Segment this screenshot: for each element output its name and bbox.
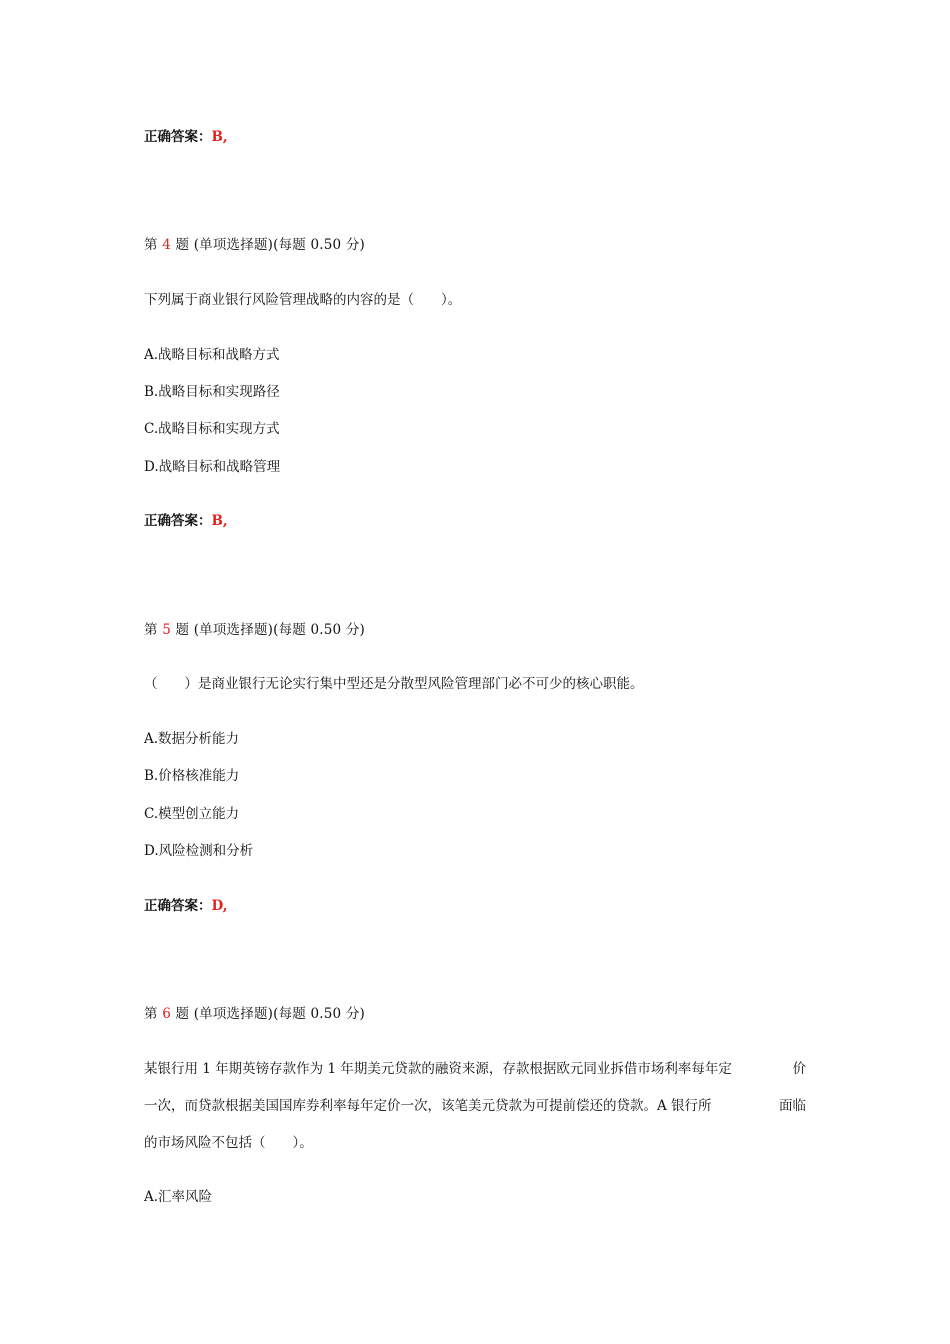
stem-text: 某银行用 1 年期英镑存款作为 1 年期美元贷款的融资来源，存款根据欧元同业拆借市场利率每年定 <box>144 1061 732 1077</box>
option-a: A.汇率风险 <box>144 1189 213 1205</box>
question-prefix: 第 <box>144 622 158 638</box>
stem-text-tail: 价 <box>792 1061 806 1077</box>
option-b: B.战略目标和实现路径 <box>144 384 280 400</box>
answer-line-q3 <box>144 128 228 146</box>
question-number: 6 <box>162 1006 171 1022</box>
option-c: C.战略目标和实现方式 <box>144 421 280 437</box>
question-stem-q5: （ ）是商业银行无论实行集中型还是分散型风险管理部门必不可少的核心职能。 <box>144 676 644 692</box>
stem-text: 一次，而贷款根据美国国库券利率每年定价一次，该笔美元贷款为可提前偿还的贷款。A 银行所 <box>144 1098 712 1114</box>
stem-text-tail: 面临 <box>779 1098 806 1114</box>
option-c: C.模型创立能力 <box>144 806 240 822</box>
question-type: 题 (单项选择题)(每题 0.50 分) <box>175 622 365 638</box>
stem-text: 的市场风险不包括（ ）。 <box>144 1135 313 1151</box>
question-stem-q6-line-2 <box>144 1097 806 1115</box>
question-stem-q4: 下列属于商业银行风险管理战略的内容的是（ ）。 <box>144 292 462 308</box>
question-header-q5 <box>144 621 365 639</box>
question-stem-q6-line-1 <box>144 1060 806 1078</box>
question-type: 题 (单项选择题)(每题 0.50 分) <box>175 1006 365 1022</box>
answer-line-q4 <box>144 512 228 530</box>
question-header-q6 <box>144 1005 365 1023</box>
option-a: A.数据分析能力 <box>144 731 240 747</box>
answer-line-q5 <box>144 897 227 915</box>
question-number: 5 <box>162 622 171 638</box>
option-d: D.战略目标和战略管理 <box>144 459 281 475</box>
question-prefix: 第 <box>144 1006 158 1022</box>
option-a: A.战略目标和战略方式 <box>144 347 280 363</box>
answer-label: 正确答案： <box>144 898 212 914</box>
answer-value: B, <box>211 513 228 529</box>
answer-value: D, <box>211 898 228 914</box>
option-b: B.价格核准能力 <box>144 768 240 784</box>
answer-label: 正确答案： <box>144 513 212 529</box>
question-number: 4 <box>162 237 171 253</box>
question-header-q4 <box>144 236 365 254</box>
question-prefix: 第 <box>144 237 158 253</box>
answer-value: B, <box>211 129 228 145</box>
question-stem-q6-line-3 <box>144 1134 806 1152</box>
question-type: 题 (单项选择题)(每题 0.50 分) <box>175 237 365 253</box>
option-d: D.风险检测和分析 <box>144 843 254 859</box>
answer-label: 正确答案： <box>144 129 212 145</box>
